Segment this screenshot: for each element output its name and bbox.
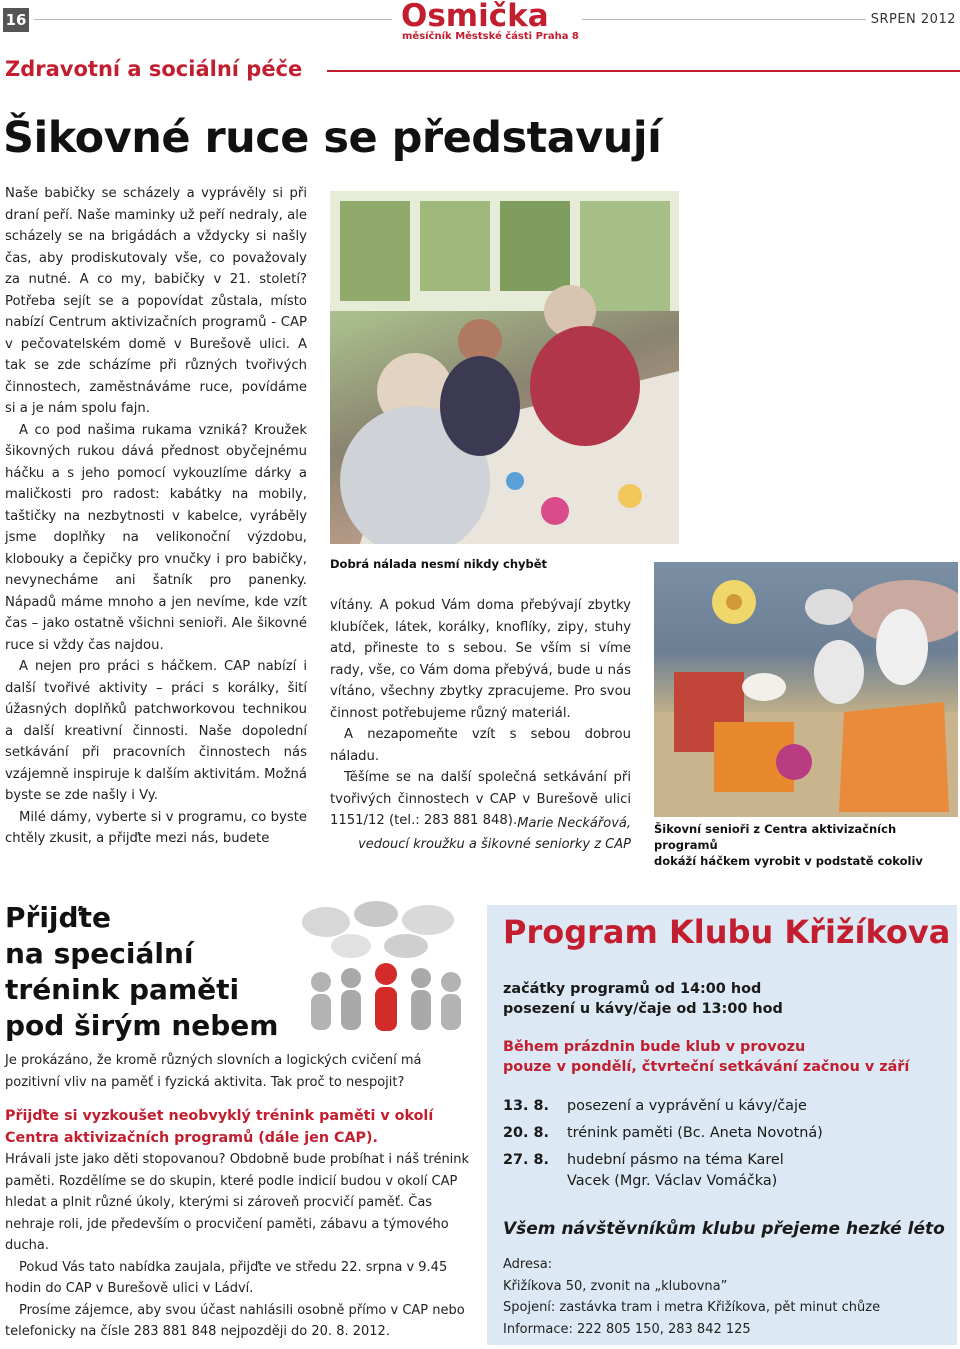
memory-paragraph: Prosíme zájemce, aby svou účast nahlásili osobně přímo v CAP nebo telefonicky na čísle 283 881 848 nejpozději do 20. 8. 2012. xyxy=(5,1302,465,1339)
schedule-text: posezení a vyprávění u kávy/čaje xyxy=(567,1098,807,1114)
memory-paragraph: Hrávali jste jako děti stopovanou? Obdobně bude probíhat i náš trénink paměti. Rozdělíme se do skupin, které podle indicií budou v okolí CAP hledat a plnit různé úkoly, kterými si zároveň procvičí paměť. Čas nehraje roli, jde především o procvičení paměti, zábavu a týmového ducha. xyxy=(5,1152,470,1253)
club-holiday-notice xyxy=(503,1037,909,1077)
brand-logo: Osmička xyxy=(401,0,549,34)
memory-training-title xyxy=(5,900,278,1044)
crochet-products-photo xyxy=(654,562,958,817)
section-rule xyxy=(327,70,960,72)
article-paragraph: Milé dámy, vyberte si v programu, co byste chtěly zkusit, a přijďte mezi nás, budete xyxy=(5,809,307,846)
article-paragraph: A co pod našima rukama vzniká? Kroužek šikovných rukou dává přednost obyčejnému háčku a s jeho pomocí vykouzlíme dárky a maličkosti pro radost: kabátky na mobily, taštičky na nezbytnosti v kabelce, vyráběly jsme doplňky na velikonoční výzdobu, klobouky a čepičky pro vnučky i pro babičky, nevynecháme ani šatník pro panenky. Nápadů máme mnoho a jen nevíme, kde vzít čas – jako ostatně všichni senioři. Ale šikovné ruce si vždy čas najdou. xyxy=(5,422,307,653)
author-signature xyxy=(330,813,631,855)
memory-intro: Je prokázáno, že kromě různých slovních a logických cvičení má pozitivní vliv na paměť i fyzická aktivita. Tak proč to nespojit? xyxy=(5,1053,422,1090)
memory-highlight: Přijďte si vyzkoušet neobvyklý trénink paměti v okolí Centra aktivizačních programů (dále jen CAP). xyxy=(5,1108,434,1146)
club-time-line: posezení u kávy/čaje od 13:00 hod xyxy=(503,1001,783,1017)
section-title: Zdravotní a sociální péče xyxy=(5,57,303,81)
photo-caption: Dobrá nálada nesmí nikdy chybět xyxy=(330,557,548,571)
article-column-1 xyxy=(5,183,307,850)
photo-illustration xyxy=(330,191,679,544)
article-paragraph: Těšíme se na další společná setkávání při tvořivých činnostech v CAP v Burešově ulici 1151/12 (tel.: 283 881 848). xyxy=(330,770,631,828)
club-program-title: Program Klubu Křižíkova xyxy=(503,913,951,951)
author-role: vedoucí kroužku a šikovné seniorky z CAP xyxy=(358,837,631,852)
transport-info: Spojení: zastávka tram i metra Křižíkova, pět minut chůze xyxy=(503,1300,881,1315)
article-paragraph: A nezapomeňte vzít s sebou dobrou náladu. xyxy=(330,727,631,764)
contact-info: Informace: 222 805 150, 283 842 125 xyxy=(503,1321,751,1337)
brand-subtitle: měsíčník Městské části Praha 8 xyxy=(402,31,579,42)
caption-line: Šikovní senioři z Centra aktivizačních programů xyxy=(654,822,897,852)
author-name: Marie Neckářová, xyxy=(517,816,631,831)
schedule-row xyxy=(503,1150,943,1192)
memory-training-body xyxy=(5,1050,475,1343)
article-title: Šikovné ruce se představují xyxy=(3,113,662,163)
header-rule-left xyxy=(34,19,392,20)
schedule-row xyxy=(503,1123,943,1144)
club-wish: Všem návštěvníkům klubu přejeme hezké léto xyxy=(503,1219,945,1239)
club-time-line: začátky programů od 14:00 hod xyxy=(503,981,762,997)
people-speech-bubbles-illustration xyxy=(296,900,476,1038)
article-paragraph: vítány. A pokud Vám doma přebývají zbytky klubíček, látek, korálky, knoflíky, zipy, stuhy atd, přineste to s sebou. Se vším si víme rady, vše, co Vám doma přebývá, bude u nás vítáno, všechny zbytky zpracujeme. Pro svou činnost potřebujeme různý materiál. xyxy=(330,598,631,721)
schedule-row xyxy=(503,1096,943,1117)
address-value: Křižíkova 50, zvonit na „klubovna” xyxy=(503,1278,728,1294)
schedule-text: hudební pásmo na téma Karel Vacek (Mgr. Václav Vomáčka) xyxy=(567,1152,784,1189)
article-paragraph: Naše babičky se scházely a vyprávěly si při draní peří. Naše maminky už peří nedraly, ale scházely se na brigádách a vždycky si našly čas, aby prodiskutovaly vše, co považovaly za nutné. A co my, babičky v 21. století? Potřeba sejít se a popovídat zůstala, místo nabízí Centrum aktivizačních programů - CAP v pečovatelském domě v Burešově ulici. A tak se zde scházíme při různých tvořivých činnostech, zaměstnáváme ruce, povídáme si a je nám spolu fajn. xyxy=(5,186,307,416)
title-line: na speciální xyxy=(5,937,194,970)
holiday-line: pouze v pondělí, čtvrteční setkávání začnou v září xyxy=(503,1059,910,1075)
photo-caption xyxy=(654,821,960,869)
address-label: Adresa: xyxy=(503,1257,553,1272)
article-column-2 xyxy=(330,595,631,832)
schedule-date: 20. 8. xyxy=(503,1125,549,1141)
club-times xyxy=(503,979,783,1019)
schedule-date: 13. 8. xyxy=(503,1098,549,1114)
header-rule-right xyxy=(582,19,866,20)
club-address xyxy=(503,1254,880,1340)
seniors-crafting-photo xyxy=(330,191,679,544)
club-schedule xyxy=(503,1096,943,1192)
page-number: 16 xyxy=(3,8,29,32)
memory-paragraph: Pokud Vás tato nabídka zaujala, přijďte ve středu 22. srpna v 9.45 hodin do CAP v Burešově ulici v Ládví. xyxy=(5,1259,448,1296)
holiday-line: Během prázdnin bude klub v provozu xyxy=(503,1039,806,1055)
photo-illustration xyxy=(654,562,958,817)
schedule-text: trénink paměti (Bc. Aneta Novotná) xyxy=(567,1125,823,1141)
article-paragraph: A nejen pro práci s háčkem. CAP nabízí i další tvořivé aktivity – práci s korálky, šití úžasných doplňků patchworkovou technikou a další kreativní činnosti. Naše dopolední setkávání při pracovních činnostech nás vzájemně inspiruje k dalším aktivitám. Možná byste se zde našly i Vy. xyxy=(5,659,307,803)
caption-line: dokáží háčkem vyrobit v podstatě cokoliv xyxy=(654,854,923,868)
title-line: pod širým nebem xyxy=(5,1009,279,1042)
title-line: trénink paměti xyxy=(5,973,240,1006)
title-line: Přijďte xyxy=(5,901,111,934)
schedule-date: 27. 8. xyxy=(503,1152,549,1168)
issue-date: SRPEN 2012 xyxy=(870,12,956,27)
